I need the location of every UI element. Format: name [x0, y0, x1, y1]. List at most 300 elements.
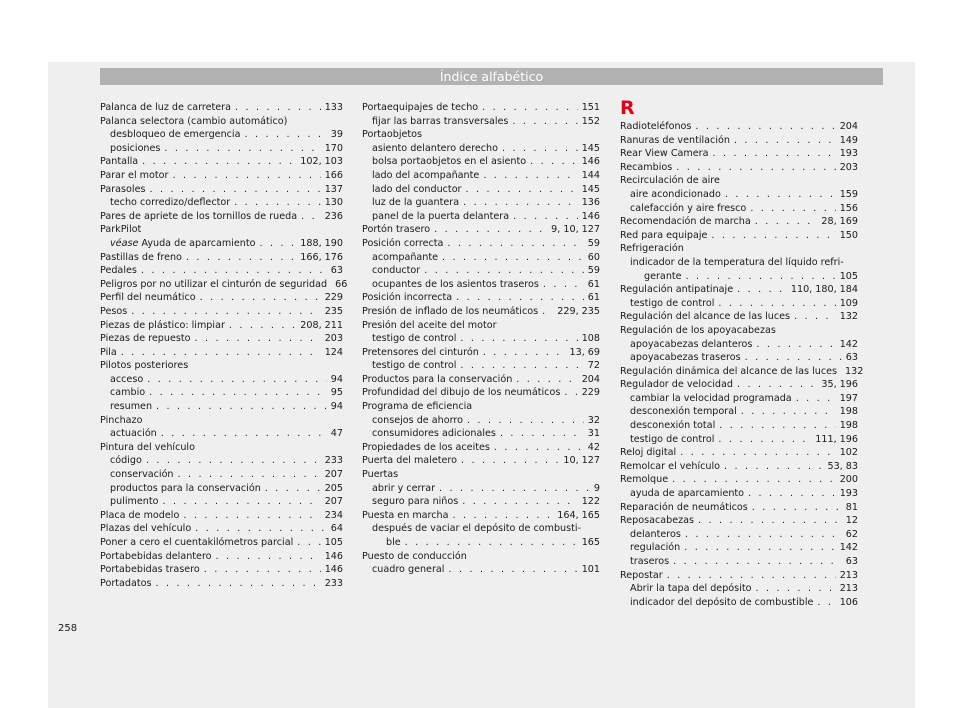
index-page-refs: 205 — [324, 482, 343, 494]
index-term: cambio — [110, 387, 146, 399]
index-page-refs: 32 — [587, 414, 600, 426]
index-entry — [100, 563, 343, 577]
dot-leader — [483, 346, 566, 360]
section-letter: R — [620, 97, 635, 119]
index-page-refs: 198 — [839, 420, 858, 432]
index-entry — [100, 101, 343, 115]
index-term: conductor — [372, 265, 421, 277]
dot-leader — [698, 514, 842, 528]
index-term: Regulador de velocidad — [620, 379, 733, 391]
dot-leader — [467, 414, 584, 428]
index-entry — [100, 386, 343, 400]
index-page-refs: 207 — [324, 496, 343, 508]
index-page-refs: 102, 103 — [300, 156, 343, 168]
index-page-refs: 170 — [324, 142, 343, 154]
index-entry — [620, 270, 858, 284]
index-page-refs: 229 — [581, 387, 600, 399]
index-term: Puerta del maletero — [362, 455, 458, 467]
dot-leader — [817, 596, 835, 610]
index-page-refs: 146 — [324, 550, 343, 562]
dot-leader — [712, 147, 835, 161]
dot-leader — [244, 128, 326, 142]
index-term: apoyacabezas delanteros — [630, 338, 753, 350]
dot-leader — [686, 270, 836, 284]
index-page-refs: 47 — [330, 428, 343, 440]
index-term: Pastillas de freno — [100, 251, 182, 263]
index-page-refs: 234 — [324, 509, 343, 521]
index-page-refs: 53, 83 — [827, 460, 858, 472]
index-term: Portaequipajes de techo — [362, 102, 479, 113]
index-term: Recirculación de aire — [620, 175, 720, 187]
index-entry — [100, 468, 343, 482]
index-entry — [620, 202, 858, 216]
index-entry — [620, 161, 858, 175]
index-page-refs: 122 — [581, 496, 600, 508]
index-entry — [362, 210, 600, 224]
dot-leader — [195, 332, 321, 346]
dot-leader — [183, 509, 320, 523]
index-page-refs: 39 — [330, 129, 343, 141]
dot-leader — [494, 441, 584, 455]
index-entry — [620, 338, 858, 352]
dot-leader — [794, 310, 836, 324]
index-term: Plazas del vehículo — [100, 523, 192, 535]
index-entry — [620, 596, 858, 610]
dot-leader — [711, 229, 835, 243]
index-entry — [362, 522, 600, 536]
index-term: Ranuras de ventilación — [620, 134, 730, 146]
index-term: Pilotos posteriores — [100, 360, 189, 372]
index-page-refs: 31 — [587, 428, 600, 440]
index-column-2 — [362, 101, 600, 577]
dot-leader — [737, 378, 817, 392]
index-term: después de vaciar el depósito de combusti- — [372, 523, 582, 535]
index-term: Pinchazo — [100, 414, 143, 426]
index-page-refs: 10, 127 — [563, 455, 600, 467]
index-entry — [100, 577, 343, 591]
index-entry — [362, 400, 600, 414]
index-entry — [100, 346, 343, 360]
index-entry — [100, 278, 348, 292]
index-page-refs: 64 — [330, 523, 343, 535]
index-page-refs: 109 — [839, 297, 858, 309]
index-page-refs: 13, 69 — [569, 346, 600, 358]
dot-leader — [156, 400, 327, 414]
index-entry — [620, 541, 858, 555]
index-page-refs: 59 — [587, 237, 600, 249]
index-term: véase Ayuda de aparcamiento — [110, 237, 256, 249]
page-title: Índice alfabético — [439, 69, 544, 84]
index-page-refs: 149 — [839, 134, 858, 146]
index-term: Palanca de luz de carretera — [100, 102, 232, 113]
index-term: acompañante — [372, 251, 439, 263]
dot-leader — [676, 161, 835, 175]
index-entry — [362, 101, 600, 115]
index-entry — [362, 196, 600, 210]
index-term: desconexión total — [630, 420, 716, 432]
dot-leader — [460, 332, 577, 346]
dot-leader — [162, 495, 320, 509]
dot-leader — [685, 528, 842, 542]
index-entry — [362, 563, 600, 577]
index-page-refs: 110, 180, 184 — [790, 284, 858, 296]
index-entry — [362, 155, 600, 169]
index-term: Portabebidas delantero — [100, 550, 212, 562]
index-column-1 — [100, 101, 348, 590]
index-term: pulimento — [110, 496, 159, 508]
index-term: seguro para niños — [372, 496, 459, 508]
index-entry — [620, 460, 858, 474]
index-page-refs: 208, 211 — [300, 319, 343, 331]
dot-leader — [673, 555, 842, 569]
dot-leader — [456, 291, 584, 305]
index-page-refs: 42 — [587, 441, 600, 453]
dot-leader — [512, 115, 577, 129]
dot-leader — [680, 446, 835, 460]
index-page-refs: 229 — [324, 292, 343, 304]
index-entry — [100, 441, 343, 455]
dot-leader — [718, 433, 811, 447]
index-entry — [362, 509, 600, 523]
index-page-refs: 94 — [330, 373, 343, 385]
index-page-refs: 204 — [581, 373, 600, 385]
index-page-refs: 111, 196 — [815, 433, 858, 445]
index-page-refs: 203 — [324, 333, 343, 345]
dot-leader — [156, 577, 321, 591]
index-term: Parar el motor — [100, 169, 169, 181]
dot-leader — [121, 346, 321, 360]
index-entry — [100, 305, 343, 319]
dot-leader — [513, 210, 578, 224]
index-page-refs: 101 — [581, 564, 600, 576]
index-term: Portabebidas trasero — [100, 564, 200, 576]
index-term: cambiar la velocidad programada — [630, 392, 792, 404]
index-entry — [362, 386, 600, 400]
index-entry — [620, 555, 858, 569]
index-page-refs: 146 — [581, 156, 600, 168]
index-page-refs: 145 — [581, 142, 600, 154]
dot-leader — [172, 169, 320, 183]
index-page-refs: 60 — [587, 251, 600, 263]
dot-leader — [447, 237, 583, 251]
index-page-refs: 66 — [335, 278, 348, 290]
index-entry — [100, 142, 343, 156]
index-entry — [620, 487, 858, 501]
dot-leader — [745, 351, 842, 365]
index-page-refs: 165 — [581, 537, 600, 548]
index-term: acceso — [110, 373, 144, 385]
index-entry — [100, 427, 343, 441]
dot-leader — [265, 482, 321, 496]
dot-leader — [442, 251, 584, 265]
index-entry — [620, 310, 858, 324]
index-entry — [362, 223, 600, 237]
index-term: actuación — [110, 428, 157, 440]
dot-leader — [461, 454, 559, 468]
index-entry — [620, 351, 858, 365]
index-entry — [620, 528, 858, 542]
index-term: asiento delantero derecho — [372, 142, 498, 154]
index-entry — [620, 188, 858, 202]
index-page-refs: 132 — [845, 365, 864, 377]
index-term: Portadatos — [100, 577, 152, 589]
index-term: testigo de control — [630, 433, 715, 445]
index-page-refs: 106 — [839, 596, 858, 608]
dot-leader — [719, 419, 835, 433]
index-term: Perfil del neumático — [100, 292, 196, 304]
dot-leader — [542, 305, 553, 319]
index-entry — [620, 514, 858, 528]
index-term: Regulación del alcance de las luces — [620, 311, 791, 323]
index-page-refs: 12 — [845, 515, 858, 527]
index-term: techo corredizo/deflector — [110, 197, 231, 209]
index-entry — [620, 229, 858, 243]
index-term: Piezas de plástico: limpiar — [100, 319, 225, 331]
dot-leader — [216, 550, 321, 564]
index-term: indicador de la temperatura del líquido refri- — [630, 256, 844, 268]
index-entry — [362, 128, 600, 142]
dot-leader — [756, 338, 835, 352]
index-page-refs: 72 — [587, 360, 600, 372]
index-term: Remolcar el vehículo — [620, 460, 720, 472]
dot-leader — [463, 196, 578, 210]
dot-leader — [684, 541, 835, 555]
index-entry — [100, 522, 343, 536]
index-entry — [620, 297, 858, 311]
dot-leader — [234, 196, 321, 210]
index-entry — [620, 501, 858, 515]
index-page-refs: 150 — [839, 229, 858, 241]
index-entry — [620, 582, 858, 596]
dot-leader — [724, 460, 823, 474]
index-page-refs: 108 — [581, 333, 600, 345]
index-entry — [362, 251, 600, 265]
see-reference: véase — [110, 237, 142, 249]
dot-leader — [301, 210, 321, 224]
dot-leader — [755, 215, 818, 229]
index-term: Posición incorrecta — [362, 292, 453, 304]
index-page-refs: 198 — [839, 406, 858, 418]
index-entry — [100, 319, 343, 333]
index-term: testigo de control — [372, 333, 457, 345]
index-page-refs: 197 — [839, 392, 858, 404]
dot-leader — [734, 134, 836, 148]
index-term: Rear View Camera — [620, 148, 709, 160]
index-page-refs: 151 — [581, 102, 600, 113]
index-page-refs: 9, 10, 127 — [551, 224, 600, 236]
index-term: Regulación dinámica del alcance de las luces — [620, 365, 837, 377]
index-page-refs: 63 — [845, 352, 858, 364]
index-page-refs: 213 — [839, 569, 858, 581]
index-entry — [100, 196, 343, 210]
index-entry — [620, 120, 858, 134]
dot-leader — [752, 501, 842, 515]
index-term: Abrir la tapa del depósito — [630, 583, 752, 595]
dot-leader — [564, 386, 577, 400]
index-term: desconexión temporal — [630, 406, 737, 418]
index-page-refs: 144 — [581, 169, 600, 181]
index-term: Recomendación de marcha — [620, 216, 751, 228]
index-entry — [362, 495, 600, 509]
index-term: Puertas — [362, 469, 399, 481]
index-term: Poner a cero el cuentakilómetros parcial — [100, 537, 294, 548]
index-entry — [100, 400, 343, 414]
index-term: lado del acompañante — [372, 169, 480, 181]
index-page-refs: 213 — [839, 583, 858, 595]
index-term: gerante — [644, 270, 682, 282]
index-entry — [620, 569, 858, 583]
index-entry — [100, 169, 343, 183]
index-entry — [362, 468, 600, 482]
index-entry — [100, 482, 343, 496]
index-entry — [100, 251, 343, 265]
index-page-refs: 94 — [330, 401, 343, 413]
index-entry — [362, 237, 600, 251]
index-page-refs: 137 — [324, 183, 343, 195]
index-entry — [620, 378, 858, 392]
dot-leader — [482, 101, 578, 115]
index-entry — [100, 454, 343, 468]
index-term: Reparación de neumáticos — [620, 501, 748, 513]
index-term: Remolque — [620, 474, 669, 486]
index-term: Refrigeración — [620, 243, 684, 255]
index-entry — [620, 283, 858, 297]
index-entry — [362, 414, 600, 428]
index-page-refs: 152 — [581, 115, 600, 127]
index-term: productos para la conservación — [110, 482, 261, 494]
index-entry — [362, 359, 600, 373]
index-page-refs: 166 — [324, 169, 343, 181]
dot-leader — [195, 522, 327, 536]
dot-leader — [500, 427, 584, 441]
index-page-refs: 233 — [324, 455, 343, 467]
index-term: luz de la guantera — [372, 197, 460, 209]
dot-leader — [439, 482, 590, 496]
index-term: regulación — [630, 542, 681, 554]
index-term: fijar las barras transversales — [372, 115, 509, 127]
dot-leader — [741, 405, 836, 419]
index-page-refs: 81 — [845, 501, 858, 513]
index-term: Pedales — [100, 265, 137, 277]
index-term: Pretensores del cinturón — [362, 346, 479, 358]
index-term: Pantalla — [100, 156, 139, 168]
index-term: Piezas de repuesto — [100, 333, 191, 345]
index-page-refs: 61 — [587, 278, 600, 290]
index-page-refs: 164, 165 — [557, 509, 600, 521]
index-page-refs: 63 — [845, 556, 858, 567]
dot-leader — [543, 278, 584, 292]
index-term: Radioteléfonos — [620, 121, 692, 132]
index-entry — [620, 215, 858, 229]
index-term: Placa de modelo — [100, 509, 180, 521]
index-page-refs: 146 — [581, 210, 600, 222]
index-page-refs: 136 — [581, 197, 600, 209]
dot-leader — [796, 392, 836, 406]
dot-leader — [161, 427, 327, 441]
index-page-refs: 146 — [324, 564, 343, 576]
index-entry — [100, 536, 343, 550]
index-term: Productos para la conservación — [362, 373, 513, 385]
index-page-refs: 204 — [839, 121, 858, 132]
index-entry — [362, 278, 600, 292]
index-entry — [100, 237, 343, 251]
index-entry — [362, 319, 600, 333]
index-term: indicador del depósito de combustible — [630, 596, 814, 608]
index-term: conservación — [110, 469, 174, 481]
index-page-refs: 142 — [839, 338, 858, 350]
dot-leader — [453, 509, 554, 523]
dot-leader — [147, 373, 327, 387]
index-entry — [620, 134, 858, 148]
dot-leader — [530, 155, 578, 169]
dot-leader — [748, 487, 836, 501]
index-page-refs: 105 — [839, 270, 858, 282]
index-page-refs: 95 — [330, 387, 343, 399]
dot-leader — [146, 454, 321, 468]
index-page-refs: 142 — [839, 542, 858, 554]
dot-leader — [131, 305, 320, 319]
index-entry — [620, 365, 864, 379]
dot-leader — [142, 155, 296, 169]
dot-leader — [448, 563, 577, 577]
index-term: Pila — [100, 346, 117, 358]
index-page-refs: 62 — [845, 528, 858, 540]
index-entry — [620, 324, 858, 338]
index-page-refs: 229, 235 — [557, 305, 600, 317]
index-term: apoyacabezas traseros — [630, 352, 741, 364]
dot-leader — [672, 473, 836, 487]
dot-leader — [466, 183, 578, 197]
index-term: Propiedades de los aceites — [362, 441, 490, 453]
index-term: traseros — [630, 556, 670, 567]
index-entry — [620, 405, 858, 419]
index-term: ble — [386, 537, 401, 548]
index-entry — [620, 473, 858, 487]
index-entry — [362, 169, 600, 183]
index-page-refs: 233 — [324, 577, 343, 589]
index-term: panel de la puerta delantera — [372, 210, 510, 222]
dot-leader — [750, 202, 835, 216]
index-entry — [362, 454, 600, 468]
index-entry — [620, 242, 858, 256]
index-term: cuadro general — [372, 564, 445, 576]
dot-leader — [260, 237, 297, 251]
dot-leader — [483, 169, 577, 183]
index-entry — [100, 210, 343, 224]
dot-leader — [178, 468, 321, 482]
index-page-refs: 63 — [330, 265, 343, 277]
index-entry — [620, 392, 858, 406]
dot-leader — [235, 101, 321, 115]
index-entry — [100, 183, 343, 197]
index-entry — [620, 446, 858, 460]
index-entry — [362, 427, 600, 441]
dot-leader — [186, 251, 296, 265]
dot-leader — [297, 536, 320, 550]
index-page-refs: 207 — [324, 469, 343, 481]
index-entry — [620, 147, 858, 161]
index-entry — [362, 305, 600, 319]
index-entry — [100, 414, 343, 428]
index-page-refs: 145 — [581, 183, 600, 195]
dot-leader — [405, 536, 578, 550]
index-page-refs: 102 — [839, 447, 858, 459]
index-page-refs: 156 — [839, 202, 858, 214]
index-term: resumen — [110, 401, 153, 413]
index-page-refs: 200 — [839, 474, 858, 486]
dot-leader — [725, 188, 836, 202]
dot-leader — [141, 264, 327, 278]
